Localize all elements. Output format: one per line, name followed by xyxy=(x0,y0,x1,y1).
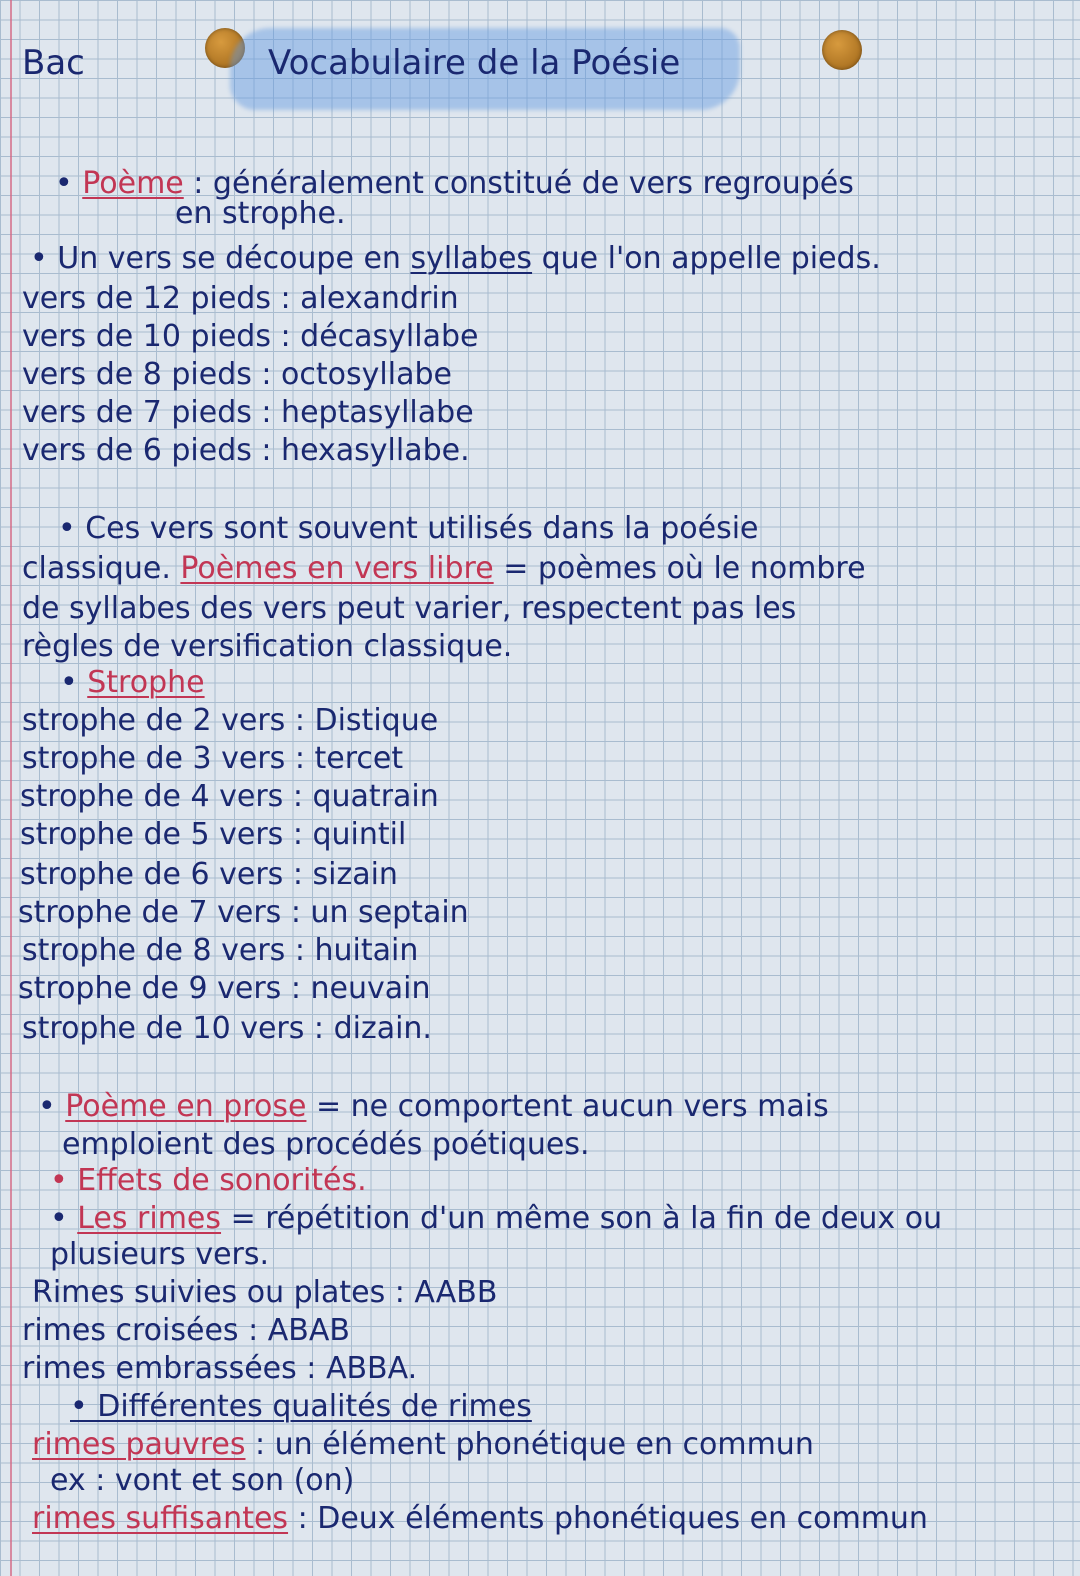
note-line xyxy=(22,932,418,970)
note-line xyxy=(50,1200,942,1238)
note-text: rimes pauvres xyxy=(32,1427,246,1462)
note-text: en strophe. xyxy=(175,196,346,231)
note-line xyxy=(20,856,398,894)
note-line xyxy=(50,1162,367,1200)
note-text: = poèmes où le nombre xyxy=(493,551,866,586)
note-line xyxy=(22,1010,432,1048)
note-line xyxy=(32,1274,497,1312)
note-line xyxy=(20,816,406,854)
note-line xyxy=(60,664,205,702)
note-line xyxy=(22,318,478,356)
note-text: : généralement constitué de vers regroupés xyxy=(183,166,854,201)
note-text: règles de versification classique. xyxy=(22,629,513,664)
note-text: Strophe xyxy=(87,665,205,700)
note-line xyxy=(20,778,439,816)
note-text: Poème en prose xyxy=(65,1089,307,1124)
note-text: • xyxy=(50,1201,78,1236)
note-text: strophe de 7 vers : un septain xyxy=(18,895,469,930)
note-text: plusieurs vers. xyxy=(50,1237,270,1272)
note-text: Les rimes xyxy=(77,1201,222,1236)
note-text: que l'on appelle pieds. xyxy=(532,241,881,276)
note-text: strophe de 6 vers : sizain xyxy=(20,857,398,892)
note-text: strophe de 4 vers : quatrain xyxy=(20,779,439,814)
note-text: ex : vont et son (on) xyxy=(50,1463,355,1498)
note-line xyxy=(22,590,796,628)
note-text: strophe de 2 vers : Distique xyxy=(22,703,439,738)
note-text: : un élément phonétique en commun xyxy=(245,1427,814,1462)
note-line xyxy=(22,740,403,778)
note-text: rimes suffisantes xyxy=(32,1501,289,1536)
note-line xyxy=(22,550,866,588)
note-text: strophe de 5 vers : quintil xyxy=(20,817,407,852)
note-line xyxy=(50,1236,269,1274)
note-text: rimes embrassées : ABBA. xyxy=(22,1351,418,1386)
note-text: • xyxy=(60,665,88,700)
note-text: • Un vers se découpe en xyxy=(30,241,411,276)
note-text: syllabes xyxy=(410,241,533,276)
note-line xyxy=(38,1088,829,1126)
note-text: : Deux éléments phonétiques en commun xyxy=(288,1501,928,1536)
note-line xyxy=(22,628,512,666)
note-text: = répétition d'un même son à la fin de deux ou xyxy=(221,1201,943,1236)
note-text: Rimes suivies ou plates : AABB xyxy=(32,1275,498,1310)
note-text: vers de 10 pieds : décasyllabe xyxy=(22,319,479,354)
note-line xyxy=(22,394,474,432)
note-text: Poèmes en vers libre xyxy=(180,551,494,586)
note-line xyxy=(18,894,469,932)
note-line xyxy=(18,970,430,1008)
note-text: rimes croisées : ABAB xyxy=(22,1313,350,1348)
note-text: • Différentes qualités de rimes xyxy=(70,1389,532,1424)
note-text: • Ces vers sont souvent utilisés dans la poésie xyxy=(58,511,759,546)
page-title: Vocabulaire de la Poésie xyxy=(268,43,681,83)
note-text: vers de 12 pieds : alexandrin xyxy=(22,281,459,316)
note-text: strophe de 3 vers : tercet xyxy=(22,741,404,776)
note-line xyxy=(58,510,759,548)
note-line xyxy=(175,195,345,233)
note-line xyxy=(30,240,881,278)
note-text: strophe de 8 vers : huitain xyxy=(22,933,419,968)
note-text: de syllabes des vers peut varier, respectent pas les xyxy=(22,591,797,626)
note-text: strophe de 10 vers : dizain. xyxy=(22,1011,432,1046)
note-line xyxy=(22,1350,417,1388)
note-text: vers de 6 pieds : hexasyllabe. xyxy=(22,433,470,468)
note-text: vers de 7 pieds : heptasyllabe xyxy=(22,395,474,430)
note-line xyxy=(22,702,438,740)
note-text: = ne comportent aucun vers mais xyxy=(306,1089,829,1124)
note-line xyxy=(22,280,459,318)
note-line xyxy=(32,1500,928,1538)
margin-line xyxy=(10,0,12,1576)
note-line xyxy=(22,432,470,470)
note-line xyxy=(50,1462,354,1500)
note-text: strophe de 9 vers : neuvain xyxy=(18,971,431,1006)
note-line xyxy=(32,1426,814,1464)
note-line xyxy=(22,356,452,394)
note-text: • xyxy=(55,166,83,201)
note-text: classique. xyxy=(22,551,181,586)
header-bac: Bac xyxy=(22,43,85,83)
note-text: emploient des procédés poétiques. xyxy=(62,1127,590,1162)
note-line xyxy=(62,1126,590,1164)
note-text: • Effets de sonorités. xyxy=(50,1163,367,1198)
binder-hole-right xyxy=(822,30,862,70)
note-line xyxy=(70,1388,532,1426)
note-text: vers de 8 pieds : octosyllabe xyxy=(22,357,452,392)
note-text: • xyxy=(38,1089,66,1124)
note-text: Poème xyxy=(82,166,184,201)
note-line xyxy=(22,1312,350,1350)
